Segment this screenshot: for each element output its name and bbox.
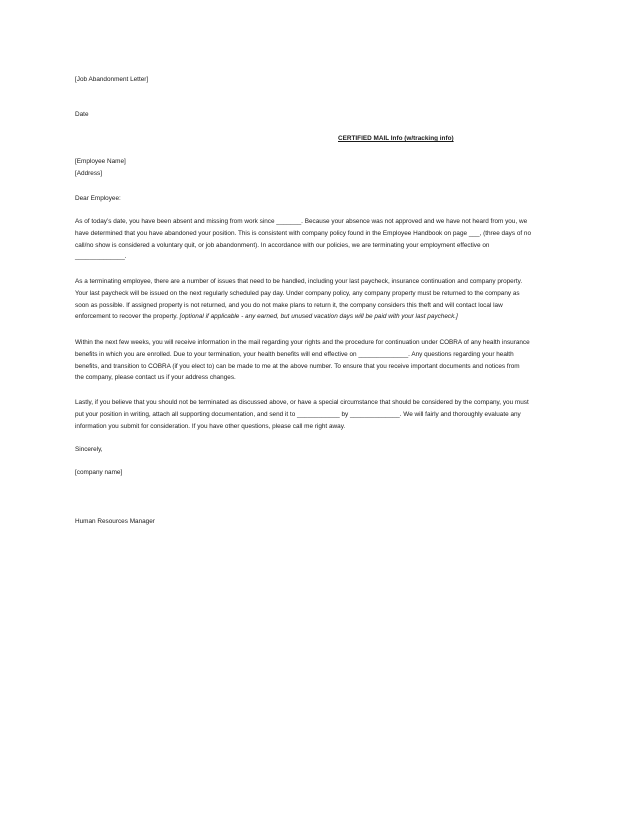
paragraph-line: call/no show is considered a voluntary quit, or job abandonment). In accordance with our policies, we are terminating your employment effective on <box>75 241 490 249</box>
paragraph-termination-issues <box>75 276 563 323</box>
paragraph-line: ______________. <box>75 253 127 261</box>
paragraph-text: enforcement to recover the property. <box>75 313 180 321</box>
employee-address: [Address] <box>75 170 102 177</box>
paragraph-line: have determined that you have abandoned your position. This is consistent with company policy found in the Employee Handbook on page ___, (three days of no <box>75 229 532 237</box>
paragraph-line <box>75 311 563 323</box>
paragraph-cobra <box>75 337 563 384</box>
paragraph-line: put your position in writing, attach all supporting documentation, and send it to ____________ by ______________. We will fairly and thoroughly evaluate any <box>75 410 521 418</box>
paragraph-absence <box>75 216 563 263</box>
paragraph-line: benefits in which you are enrolled. Due to your termination, your health benefits will end effective on ______________. Any questions regarding your health <box>75 350 514 358</box>
date-label: Date <box>75 111 89 118</box>
paragraph-line: information you submit for consideration. If you have other questions, please call me right away. <box>75 422 346 430</box>
signature-title: Human Resources Manager <box>75 518 155 525</box>
paragraph-line: As a terminating employee, there are a number of issues that need to be handled, including your last paycheck, insurance continuation and company property. <box>75 278 523 285</box>
salutation: Dear Employee: <box>75 195 121 202</box>
letter-heading: [Job Abandonment Letter] <box>75 76 149 83</box>
company-name: [company name] <box>75 469 123 476</box>
paragraph-line: Lastly, if you believe that you should not be terminated as discussed above, or have a special circumstance that should be considered by the company, you must <box>75 399 529 406</box>
paragraph-line: the company, please contact us if your address changes. <box>75 374 236 382</box>
employee-name: [Employee Name] <box>75 158 126 165</box>
closing: Sincerely, <box>75 446 103 453</box>
optional-vacation-note: [optional if applicable - any earned, but unused vacation days will be paid with your last paycheck.] <box>179 313 458 321</box>
paragraph-line: Within the next few weeks, you will receive information in the mail regarding your rights and the procedure for continuation under COBRA of any health insurance <box>75 339 530 346</box>
paragraph-line: soon as possible. If assigned property is not returned, and you do not make plans to return it, the company considers this theft and will contact local law <box>75 301 503 309</box>
certified-mail-info: CERTIFIED MAIL Info (w/tracking info) <box>338 135 454 142</box>
paragraph-line: As of today’s date, you have been absent and missing from work since _______. Because your absence was not approved and we have not heard from you, we <box>75 218 528 225</box>
paragraph-line: benefits, and transition to COBRA (if you elect to) can be made to me at the above number. To ensure that you receive important documents and notices from <box>75 362 520 370</box>
paragraph-appeal <box>75 397 563 432</box>
paragraph-line: Your last paycheck will be issued on the next regularly scheduled pay day. Under company policy, any company property must be returned to the company as <box>75 289 520 297</box>
